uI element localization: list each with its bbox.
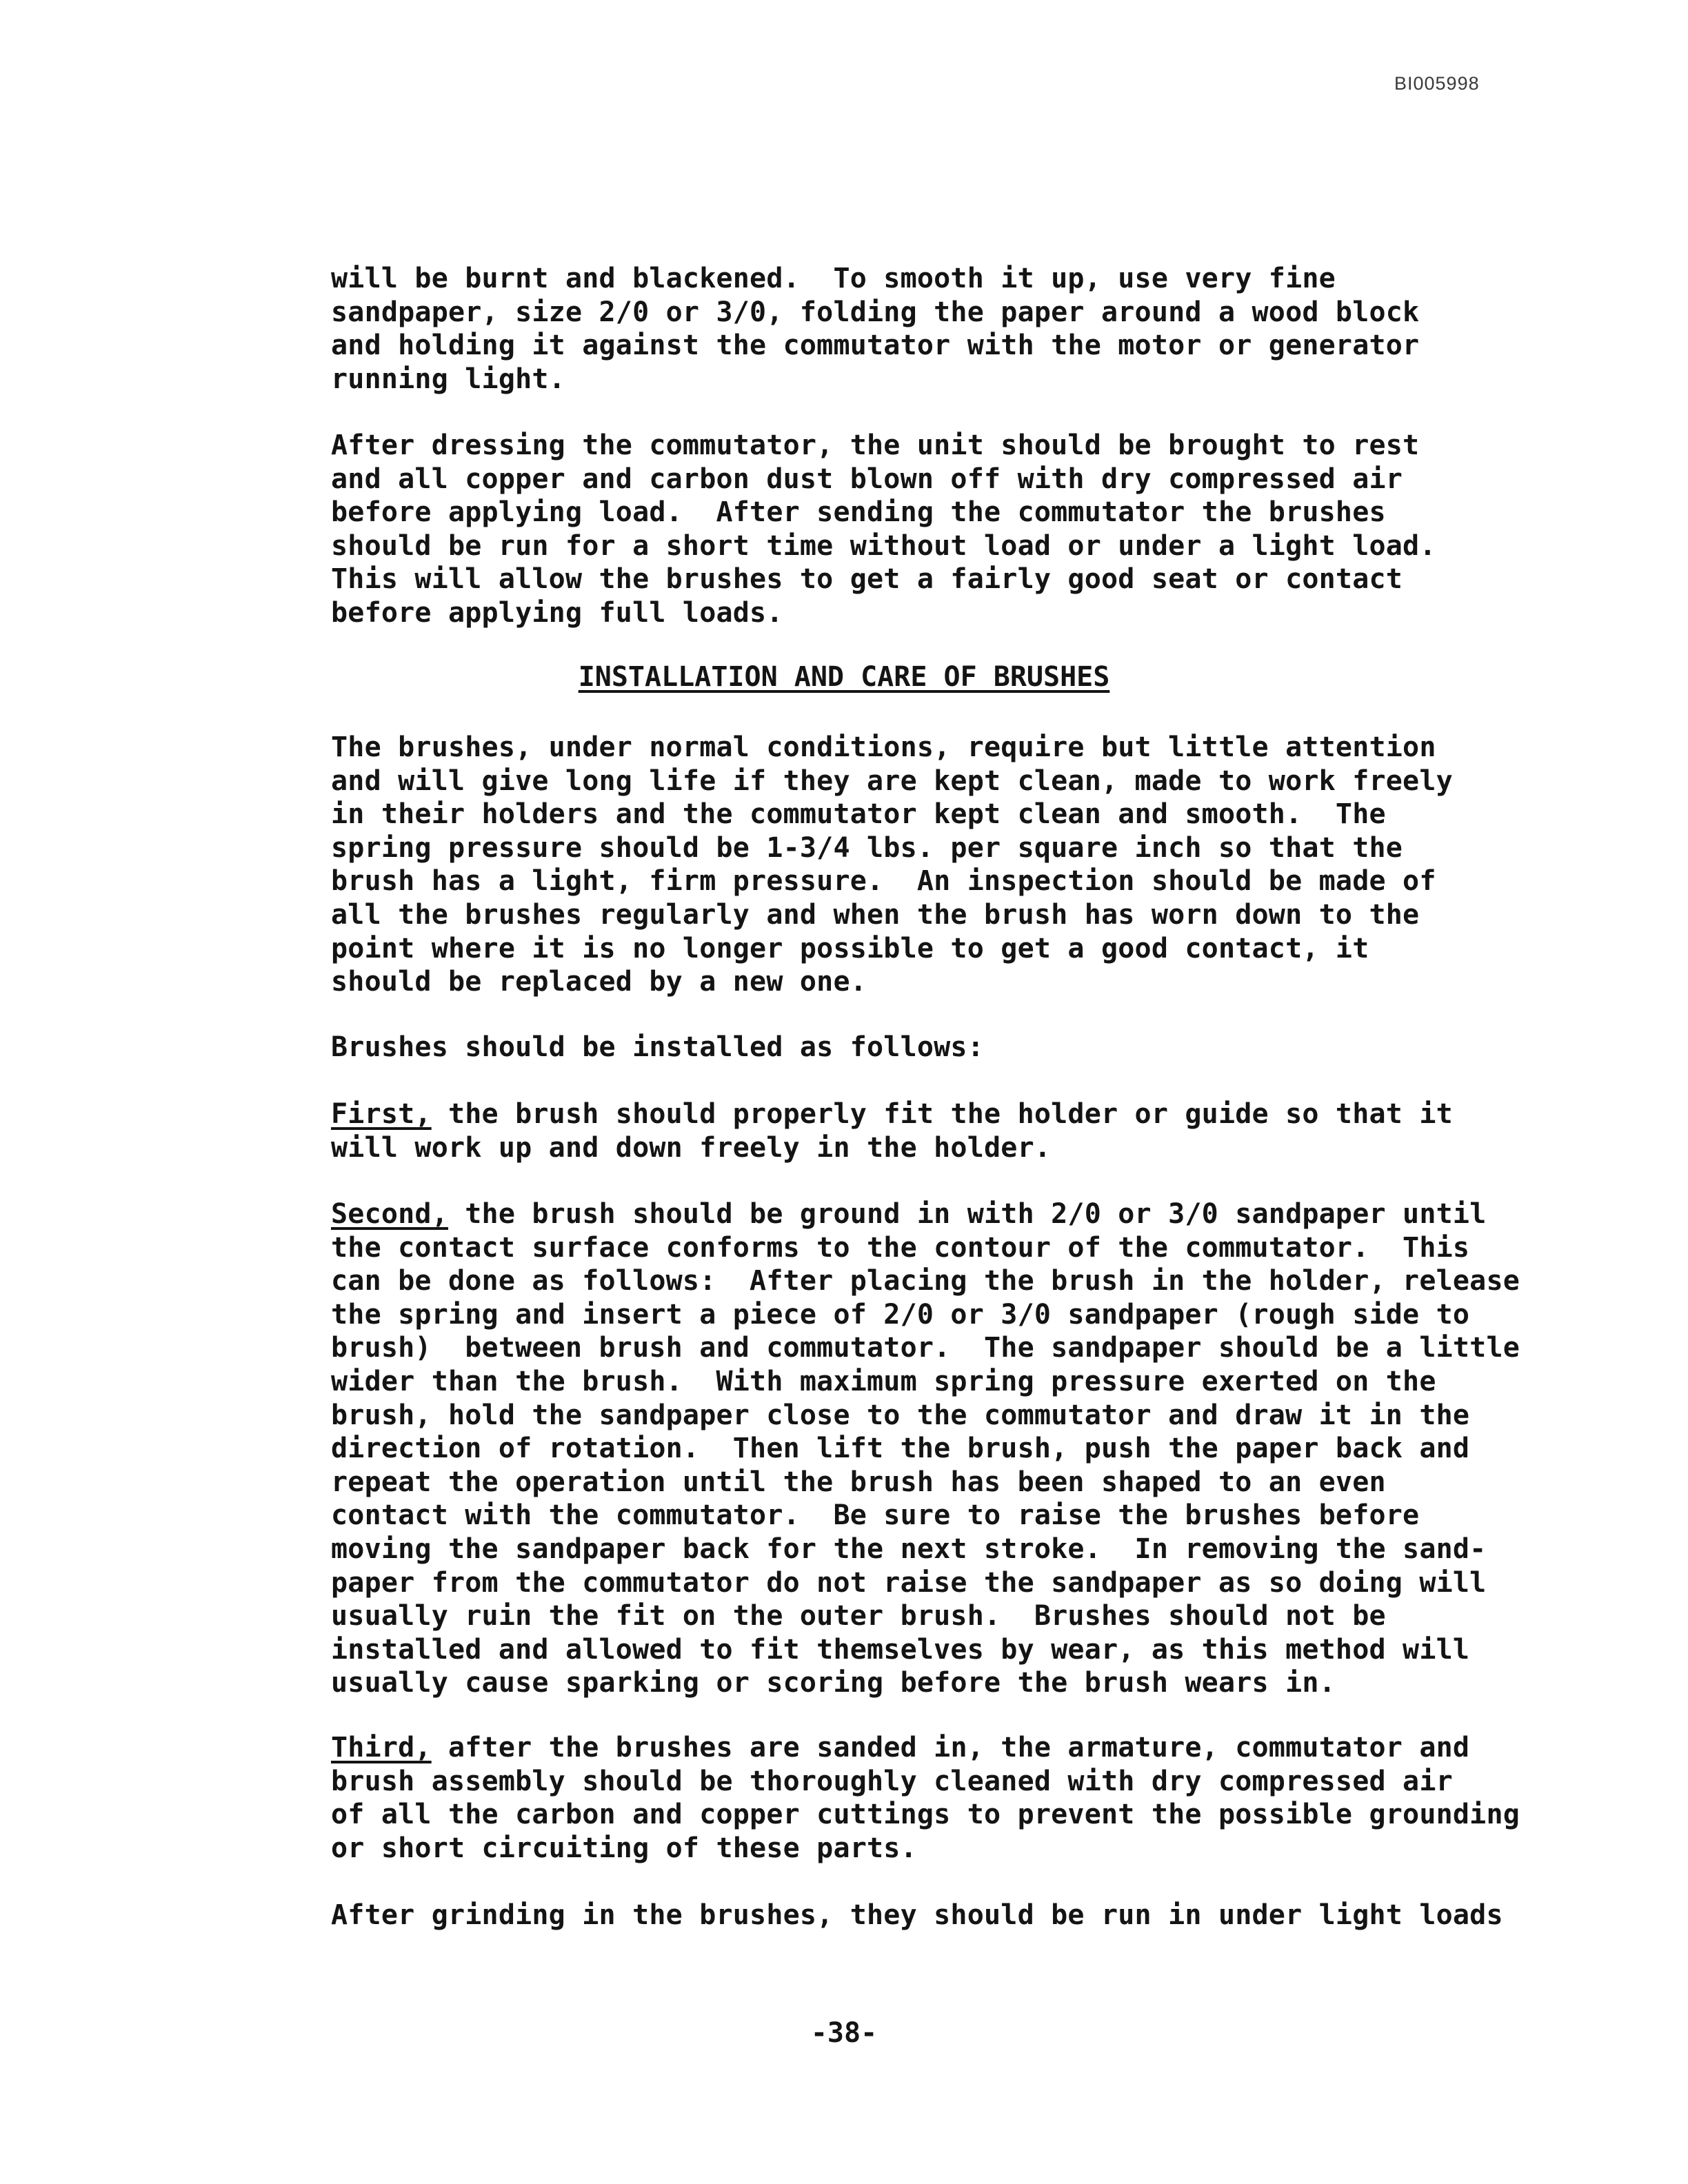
section-heading	[0, 660, 1688, 694]
document-id: BI005998	[1394, 73, 1480, 94]
paragraph-brush-care: The brushes, under normal conditions, require but little attention and will give long life if they are kept clean, made to work freely in their holders and the commutator kept clean and smooth. The spring pressure should be 1-3/4 lbs. per square inch so that the brush has a light, firm pressure. An inspection should be made of all the brushes regularly and when the brush has worn down to the point where it is no longer possible to get a good contact, it should be replaced by a new one.	[331, 731, 1453, 998]
paragraph-step-second	[331, 1197, 1531, 1700]
step-second-label: Second,	[331, 1198, 448, 1230]
page-number: -38-	[810, 2017, 878, 2049]
step-first-text: the brush should properly fit the holder or guide so that it will work up and down freely in the holder.	[331, 1098, 1453, 1164]
paragraph-commutator-smoothing: will be burnt and blackened. To smooth it up, use very fine sandpaper, size 2/0 or 3/0, folding the paper around a wood block and holding it against the commutator with the motor or generator running light.	[331, 263, 1420, 395]
step-third-label: Third,	[331, 1732, 432, 1763]
step-first-label: First,	[331, 1098, 432, 1130]
step-second-text: the brush should be ground in with 2/0 or 3/0 sandpaper until the contact surface conforms to the contour of the commutator. This can be done as follows: After placing the brush in the holder, release the spring and insert a piece of 2/0 or 3/0 sandpaper (rough side to brush) between brush and commutator. The sandpaper should be a little wider than the brush. With maximum spring pressure exerted on the brush, hold the sandpaper close to the commutator and draw it in the direction of rotation. Then lift the brush, push the paper back and repeat the operation until the brush has been shaped to an even contact with the commutator. Be sure to raise the brushes before moving the sandpaper back for the next stroke. In removing the sand- paper from the commutator do not raise the sandpaper as so doing will usually ruin the fit on the outer brush. Brushes should not be installed and allowed to fit themselves by wear, as this method will usually cause sparking or scoring before the brush wears in.	[331, 1198, 1520, 1699]
paragraph-step-first	[331, 1098, 1531, 1164]
section-heading-text: INSTALLATION AND CARE OF BRUSHES	[578, 661, 1110, 693]
paragraph-install-intro: Brushes should be installed as follows:	[331, 1031, 984, 1063]
paragraph-after-grinding: After grinding in the brushes, they should be run in under light loads	[331, 1899, 1503, 1931]
step-third-text: after the brushes are sanded in, the armature, commutator and brush assembly should be thoroughly cleaned with dry compressed air of all the carbon and copper cuttings to prevent the possible grounding or short circuiting of these parts.	[331, 1732, 1520, 1864]
paragraph-after-dressing: After dressing the commutator, the unit should be brought to rest and all copper and carbon dust blown off with dry compressed air before applying load. After sending the commutator the brushes should be run for a short time without load or under a light load. This will allow the brushes to get a fairly good seat or contact before applying full loads.	[331, 429, 1436, 629]
paragraph-step-third	[331, 1731, 1531, 1865]
